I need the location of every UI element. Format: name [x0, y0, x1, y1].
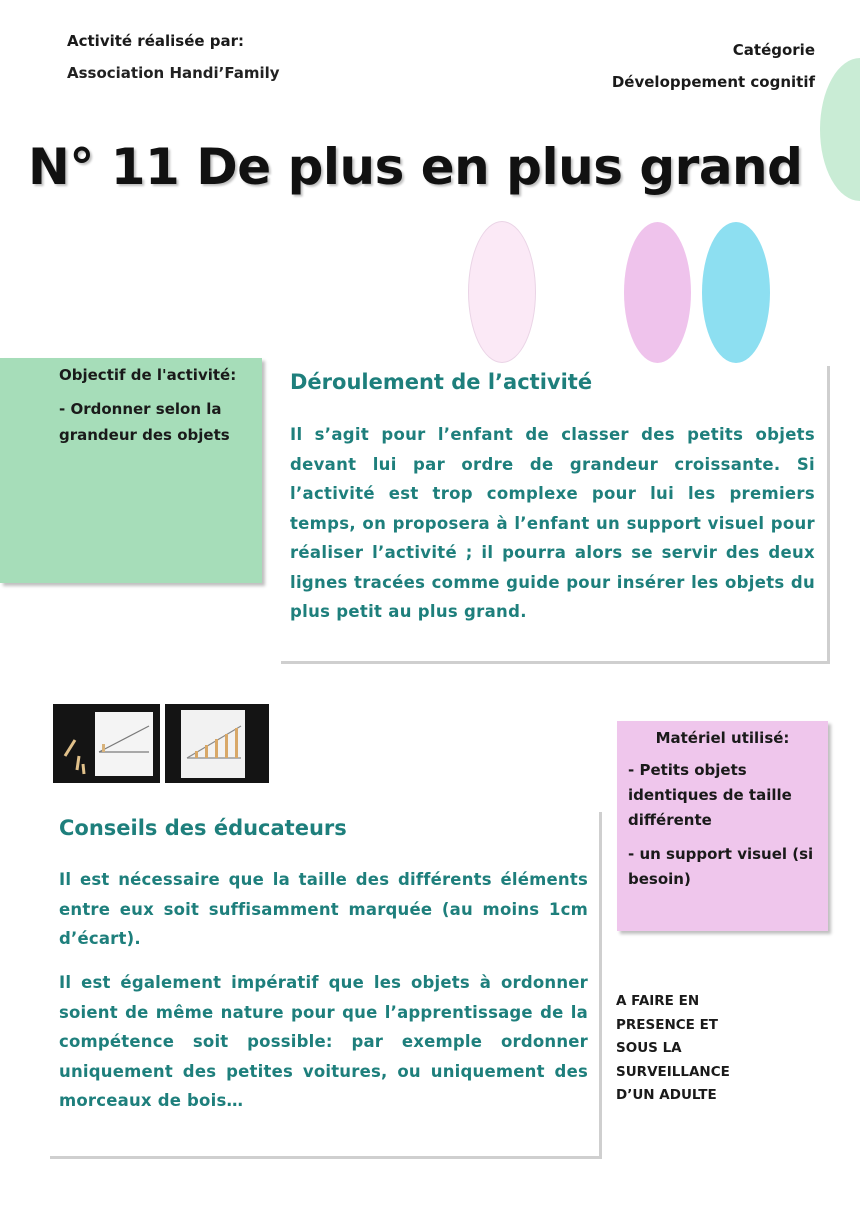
author-label: Activité réalisée par: — [67, 32, 245, 50]
materiel-item: - un support visuel (si besoin) — [628, 845, 814, 888]
objective-box — [0, 358, 262, 583]
objective-title: Objectif de l'activité: — [59, 366, 237, 384]
materiel-title: Matériel utilisé: — [655, 729, 790, 747]
deroulement-text: Il s’agit pour l’enfant de classer des petits objets devant lui par ordre de grandeur croissante. Si l’activité est trop complexe pour lui les premiers temps, on proposera à l’enfant un support visuel pour réaliser l’activité ; il pourra alors se servir des deux lignes tracées comme guide pour insérer les objets du plus petit au plus grand. — [290, 425, 815, 621]
activity-photo-1 — [53, 704, 160, 783]
author-name: Association Handi’Family — [67, 64, 280, 82]
warning-line: A FAIRE EN — [616, 993, 700, 1009]
decorative-oval-green — [820, 58, 860, 201]
category-value: Développement cognitif — [611, 73, 815, 91]
adult-supervision-warning — [616, 990, 766, 1108]
conseils-paragraph-1: Il est nécessaire que la taille des différents éléments entre eux soit suffisamment marquée (au moins 1cm d’écart). — [59, 870, 588, 948]
warning-line: SURVEILLANCE — [616, 1063, 730, 1080]
warning-line: PRESENCE ET — [616, 1016, 719, 1033]
warning-line: D’UN ADULTE — [616, 1087, 717, 1103]
conseils-paragraph-2: Il est également impératif que les objets à ordonner soient de même nature pour que l’apprentissage de la compétence soit possible: par exemple ordonner uniquement des petites voitures, ou uniquement des morceaux de bois… — [59, 973, 588, 1110]
warning-line: SOUS LA — [616, 1040, 682, 1056]
page-title: N° 11 De plus en plus grand — [28, 138, 803, 196]
decorative-oval-blue — [702, 222, 770, 363]
objective-text: - Ordonner selon la grandeur des objets — [59, 400, 230, 444]
materiel-item: - Petits objets identiques de taille différente — [628, 761, 792, 829]
activity-photo-2 — [165, 704, 269, 783]
decorative-oval-pink — [624, 222, 691, 363]
category-label: Catégorie — [732, 41, 815, 59]
conseils-title: Conseils des éducateurs — [59, 816, 347, 840]
photo-support-with-sticks-icon — [53, 704, 160, 783]
deroulement-title: Déroulement de l’activité — [290, 370, 593, 394]
photo-sticks-ordered-icon — [165, 704, 269, 783]
decorative-oval-pale-pink — [468, 221, 536, 363]
